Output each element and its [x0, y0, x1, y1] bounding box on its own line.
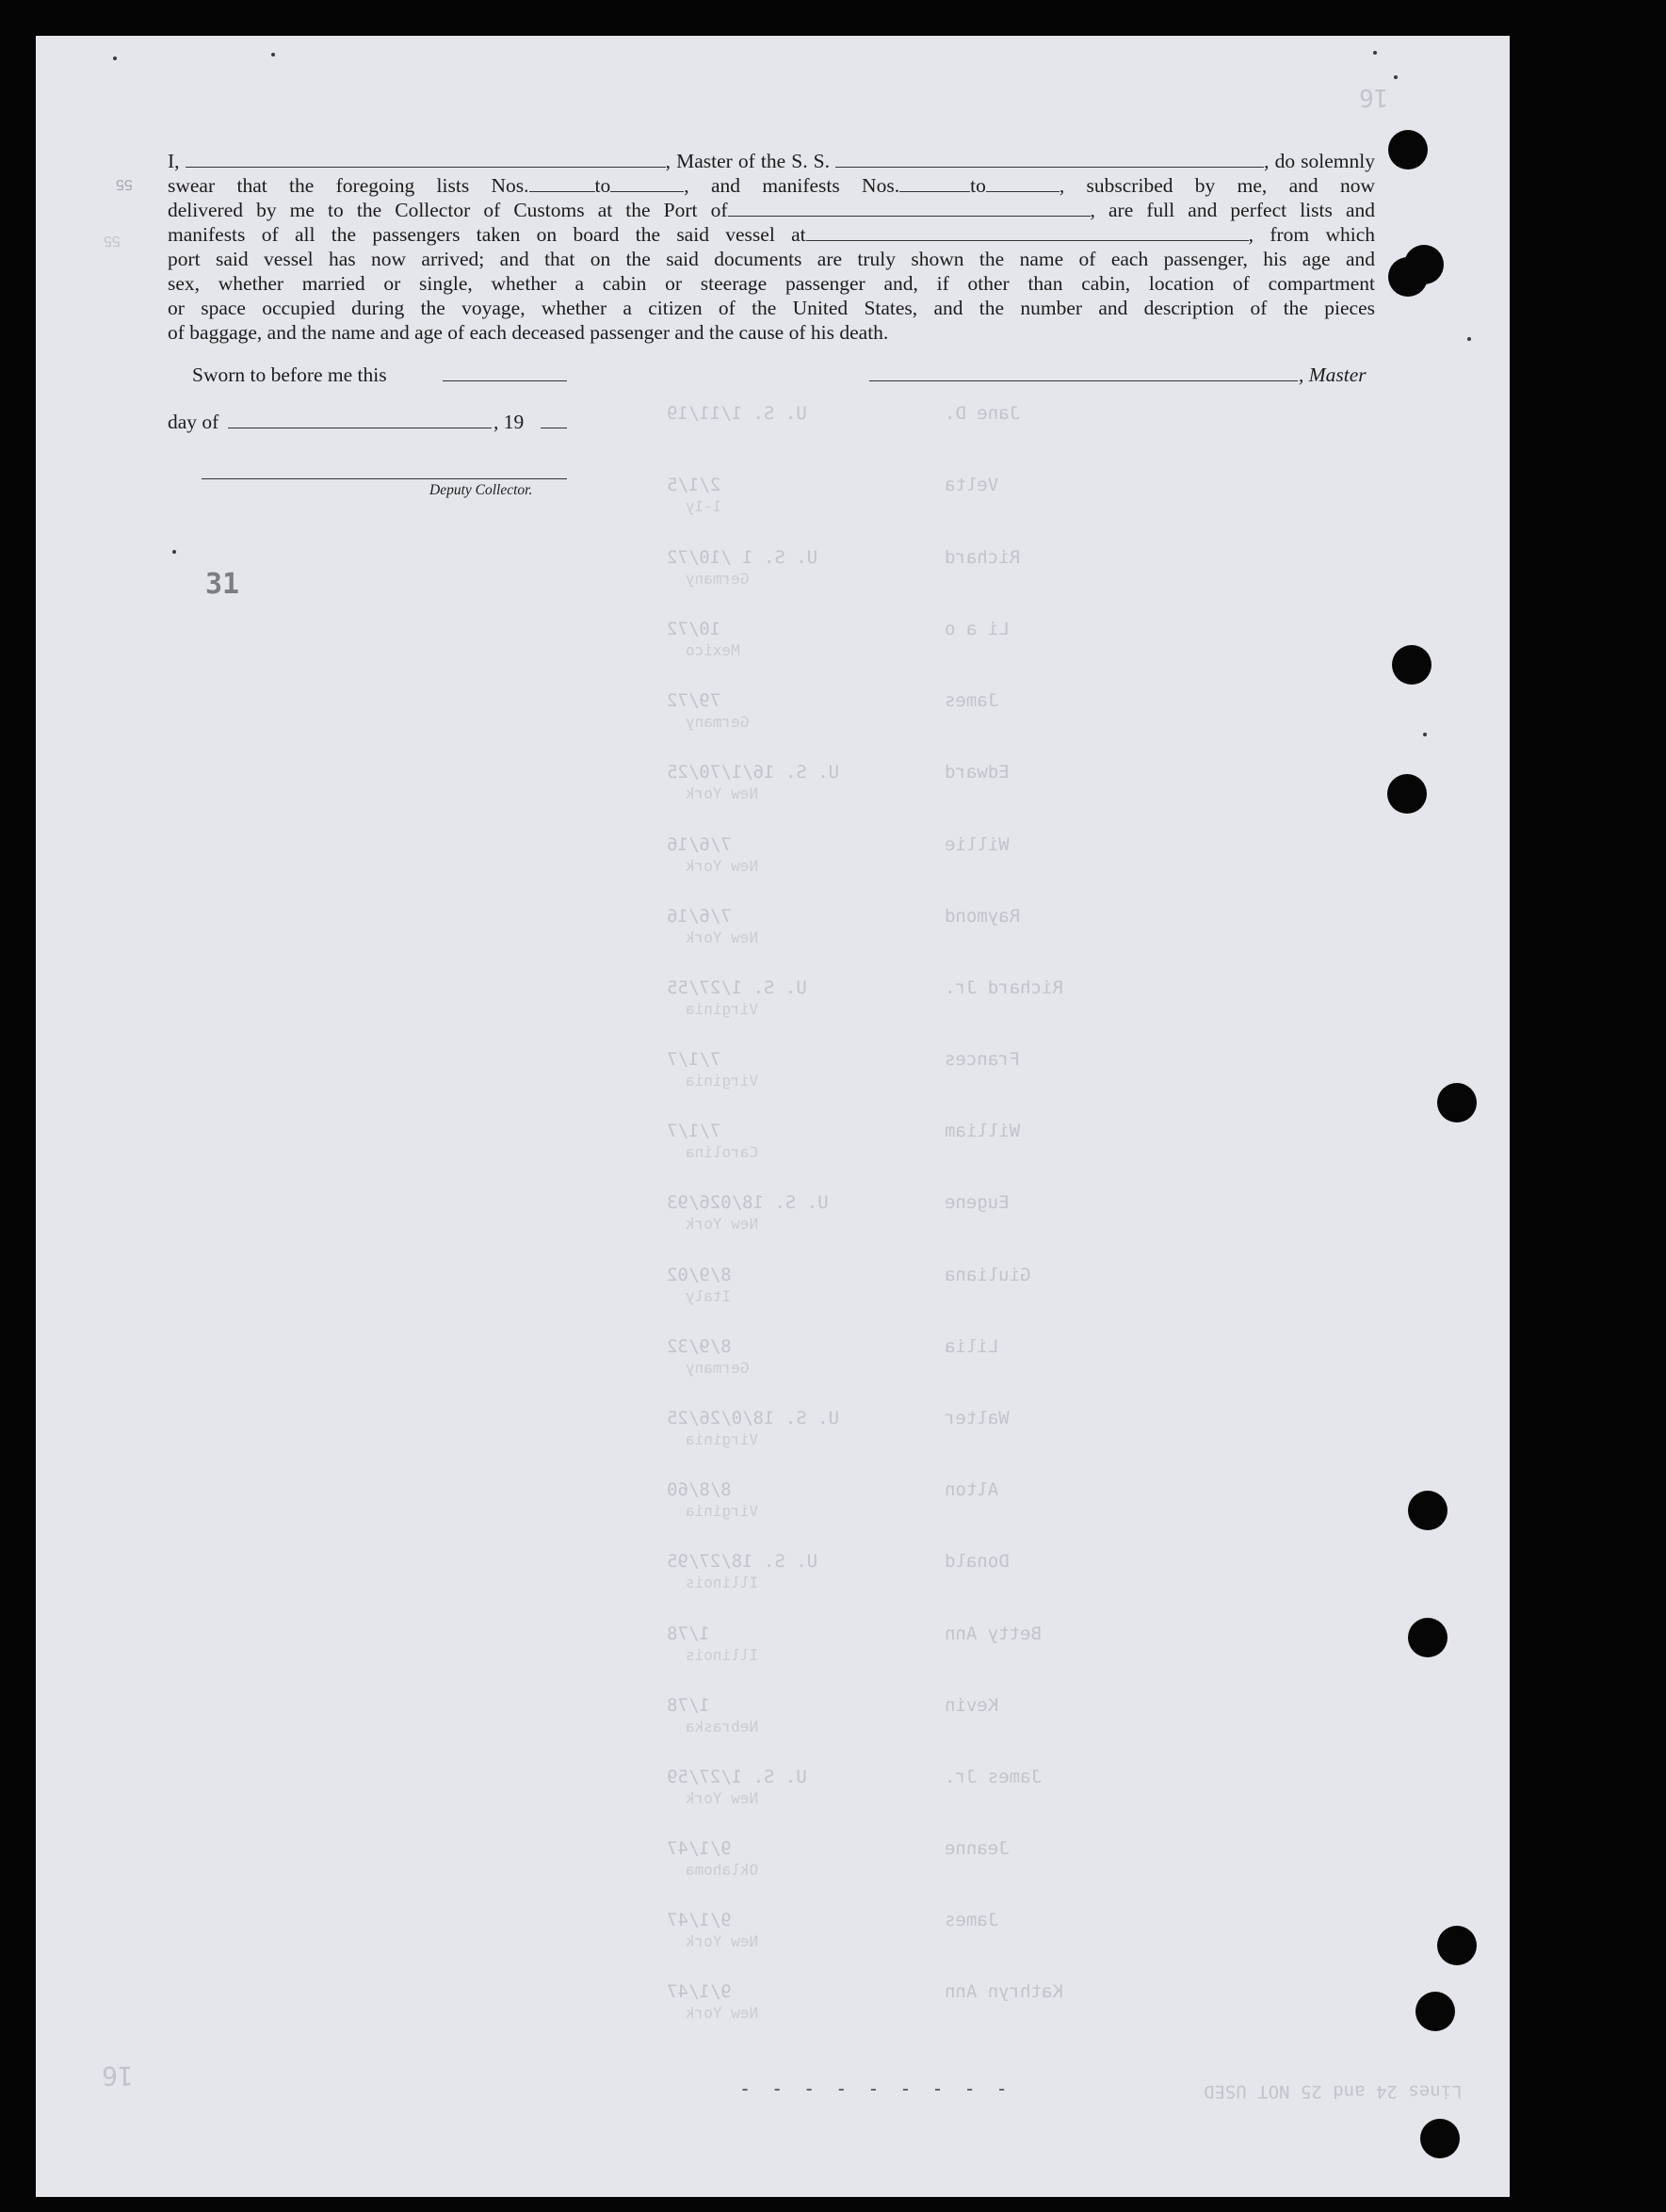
- margin-number: 55: [104, 233, 121, 249]
- port-blank: [728, 200, 1091, 217]
- oath-line-6: sex, whether married or single, whether a cabin or steerage passenger and, if other than cabin, location of compartment: [168, 272, 1375, 295]
- bleed-through-code: U. S. 1/27/59: [667, 1767, 807, 1787]
- manifest-page: [36, 36, 1510, 2197]
- bleed-through-name: Frances: [945, 1049, 1021, 1070]
- bleed-through-name: Jeanne: [945, 1838, 1010, 1859]
- bleed-through-code: 10/72: [667, 619, 721, 639]
- oath-paragraph: [168, 149, 1375, 345]
- ink-dot: [1373, 51, 1377, 55]
- sworn-label: Sworn to before me this: [192, 363, 387, 386]
- oath-line-3: [168, 198, 1375, 222]
- bleed-through-name: Willie: [945, 834, 1010, 855]
- bleed-through-place: New York: [686, 1932, 759, 1950]
- bleed-through-place: Illinois: [686, 1574, 759, 1591]
- punch-hole: [1392, 645, 1431, 685]
- punch-hole: [1388, 130, 1428, 170]
- bleed-through-code: 79/72: [667, 690, 721, 711]
- bleed-through-code: 8/9/02: [667, 1265, 732, 1285]
- ink-dot: [113, 57, 117, 60]
- bleed-through-place: New York: [686, 857, 759, 875]
- bleed-through-code: 9/1/47: [667, 1910, 732, 1930]
- bleed-through-name: Walter: [945, 1408, 1010, 1429]
- punch-hole: [1415, 1992, 1455, 2031]
- bleed-through-name: Richard Jr.: [945, 977, 1063, 998]
- bleed-through-name: Betty Ann: [945, 1623, 1042, 1644]
- bleed-through-place: Germany: [686, 570, 750, 588]
- bleed-through-code: 7/6/16: [667, 906, 732, 927]
- bleed-through-place: New York: [686, 784, 759, 802]
- bleed-through-place: New York: [686, 2004, 759, 2022]
- oath-text: swear that the foregoing lists Nos.: [168, 174, 529, 197]
- oath-line-8: of baggage, and the name and age of each deceased passenger and the cause of his death.: [168, 321, 889, 344]
- bleed-through-place: Illinois: [686, 1646, 759, 1664]
- bleed-through-name: Jane D.: [945, 403, 1021, 424]
- oath-line-5: port said vessel has now arrived; and that on the said documents are truly shown the name of each passenger, his age and: [168, 248, 1375, 270]
- oath-line-2: [168, 173, 1375, 198]
- bleed-through-code: U. S. 1 /10/72: [667, 547, 818, 568]
- ink-dot: [172, 550, 176, 554]
- year-label: , 19: [493, 411, 525, 433]
- name-blank: [186, 151, 666, 168]
- bleed-through-name: Richard: [945, 547, 1021, 568]
- page-stamp: 31: [205, 568, 240, 601]
- punch-hole: [1408, 1491, 1448, 1530]
- bleed-through-place: New York: [686, 1789, 759, 1807]
- punch-hole: [1437, 1083, 1477, 1122]
- bleed-through-place: Germany: [686, 713, 750, 731]
- oath-text: I,: [168, 150, 180, 172]
- bleed-through-place: Virginia: [686, 1000, 759, 1018]
- bleed-through-place: Germany: [686, 1359, 750, 1377]
- ink-dot: [1467, 337, 1471, 341]
- bleed-through-place: Virginia: [686, 1430, 759, 1448]
- bleed-through-name: Alton: [945, 1479, 999, 1500]
- oath-text: , Master of the S. S.: [665, 150, 831, 172]
- deputy-signature-line: [202, 478, 567, 479]
- punch-hole: [1387, 774, 1427, 814]
- bleed-through-code: 1/78: [667, 1623, 710, 1644]
- day-of-label: day of: [168, 411, 219, 433]
- punch-hole: [1388, 257, 1428, 297]
- dashed-line: - - - - - - - - -: [739, 2077, 1012, 2100]
- bleed-through-place: Virginia: [686, 1502, 759, 1520]
- margin-number: 55: [116, 176, 133, 192]
- bleed-through-code: 8/9/32: [667, 1336, 732, 1357]
- bleed-through-name: Kathryn Ann: [945, 1981, 1063, 2002]
- bleed-through-name: James: [945, 1910, 999, 1930]
- bleed-through-place: Mexico: [686, 641, 740, 659]
- oath-line-4: [168, 222, 1375, 247]
- bleed-through-code: 2/1/5: [667, 475, 721, 495]
- bleed-through-code: 8/8/60: [667, 1479, 732, 1500]
- bleed-through-code: 7/1/7: [667, 1121, 721, 1141]
- oath-text: to: [970, 174, 986, 197]
- oath-text: , from which: [1248, 223, 1375, 246]
- bleed-through-bottom-number: 16: [102, 2060, 134, 2091]
- bleed-through-name: Eugene: [945, 1192, 1010, 1213]
- manifest-end-blank: [986, 175, 1059, 192]
- punch-hole: [1437, 1926, 1477, 1965]
- bleed-through-place: New York: [686, 928, 759, 946]
- bleed-through-code: U. S. 18/026/93: [667, 1192, 829, 1213]
- oath-text: to: [594, 174, 611, 197]
- oath-line-7: or space occupied during the voyage, whether a citizen of the United States, and the number and description of the pieces: [168, 297, 1375, 319]
- deputy-collector-label: Deputy Collector.: [429, 482, 533, 498]
- departure-port-blank: [806, 224, 1249, 241]
- punch-hole: [1420, 2119, 1460, 2158]
- bleed-through-place: Nebraska: [686, 1718, 759, 1736]
- bleed-through-code: 9/1/47: [667, 1838, 732, 1859]
- bleed-through-code: 7/6/16: [667, 834, 732, 855]
- bleed-through-footer: Lines 24 and 25 NOT USED: [1204, 2081, 1463, 2102]
- bleed-through-top-number: 16: [1359, 83, 1389, 111]
- ink-dot: [1394, 75, 1398, 79]
- bleed-through-place: Carolina: [686, 1143, 759, 1161]
- bleed-through-name: Lilia: [945, 1336, 999, 1357]
- bleed-through-code: U. S. 1/11/19: [667, 403, 807, 424]
- bleed-through-code: U. S. 18/27/95: [667, 1551, 818, 1572]
- list-end-blank: [610, 175, 684, 192]
- bleed-through-code: 1/78: [667, 1695, 710, 1716]
- ink-dot: [271, 53, 275, 57]
- bleed-through-code: 9/1/47: [667, 1981, 732, 2002]
- bleed-through-name: Donald: [945, 1551, 1010, 1572]
- master-signature-line: [869, 380, 1298, 381]
- bleed-through-code: U. S. 1/27/55: [667, 977, 807, 998]
- oath-text: , are full and perfect lists and: [1090, 199, 1375, 221]
- oath-text: , and manifests Nos.: [684, 174, 900, 197]
- bleed-through-name: Giuliana: [945, 1265, 1031, 1285]
- bleed-through-name: James Jr.: [945, 1767, 1042, 1787]
- oath-text: manifests of all the passengers taken on board the said vessel at: [168, 223, 806, 246]
- bleed-through-place: Oklahoma: [686, 1861, 759, 1879]
- bleed-through-place: Italy: [686, 1287, 732, 1305]
- bleed-through-name: William: [945, 1121, 1021, 1141]
- bleed-through-code: 7/1/7: [667, 1049, 721, 1070]
- bleed-through-place: New York: [686, 1215, 759, 1233]
- bleed-through-place: 1-1y: [686, 497, 722, 515]
- bleed-through-name: Raymond: [945, 906, 1021, 927]
- bleed-through-place: Virginia: [686, 1072, 759, 1090]
- sworn-date-blank: [443, 380, 567, 381]
- manifest-start-blank: [899, 175, 970, 192]
- bleed-through-name: Velta: [945, 475, 999, 495]
- oath-text: , do solemnly: [1264, 150, 1375, 172]
- bleed-through-name: James: [945, 690, 999, 711]
- oath-text: delivered by me to the Collector of Customs at the Port of: [168, 199, 728, 221]
- bleed-through-code: U. S. 18/0/26/25: [667, 1408, 840, 1429]
- bleed-through-name: Kevin: [945, 1695, 999, 1716]
- oath-line-1: [168, 149, 1375, 173]
- vessel-blank: [835, 151, 1264, 168]
- oath-text: , subscribed by me, and now: [1059, 174, 1375, 197]
- bleed-through-name: Li a o: [945, 619, 1010, 639]
- ink-dot: [1423, 733, 1427, 736]
- master-label: , Master: [1299, 363, 1367, 386]
- list-start-blank: [529, 175, 595, 192]
- bleed-through-code: U. S. 16/1/70/25: [667, 762, 840, 783]
- punch-hole: [1408, 1618, 1448, 1657]
- bleed-through-name: Edward: [945, 762, 1010, 783]
